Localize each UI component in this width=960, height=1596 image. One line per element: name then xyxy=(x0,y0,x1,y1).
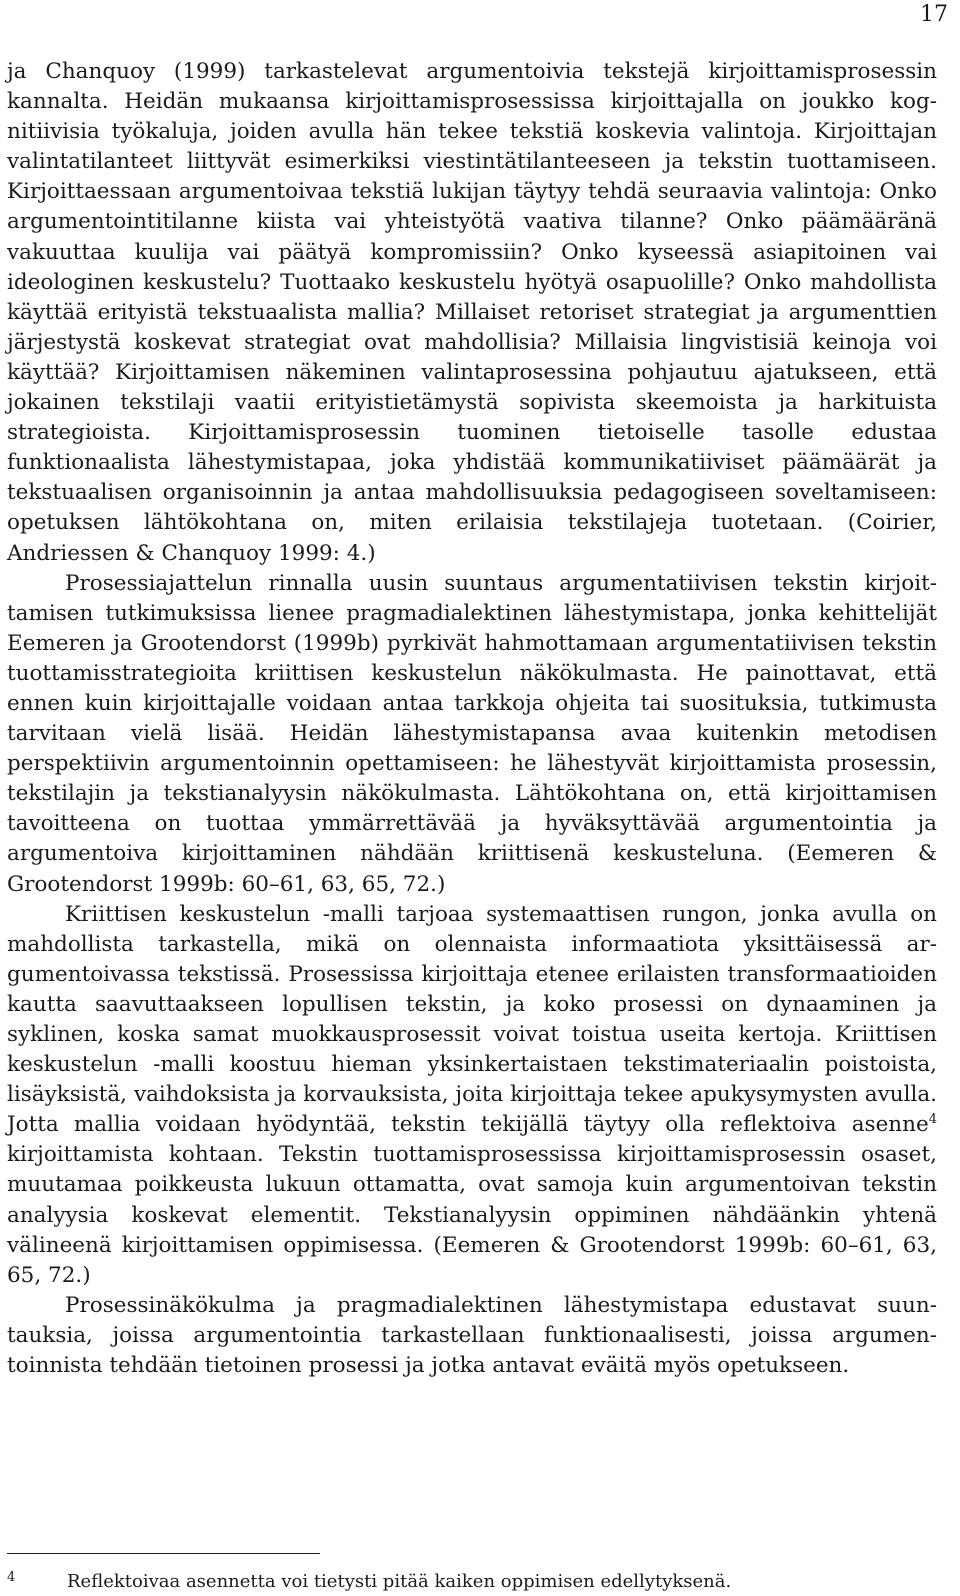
paragraph-3-text-start: Kriittisen keskustelun -malli tarjoaa systemaattisen rungon, jonka avulla on mahdollista tarkastella, mikä on olennaista informaatiota yksittäisessä argumentoivassa tekstissä. Prosessissa kirjoittaja etenee erilaisten transformaatioiden kautta saavuttaakseen lopullisen tekstin, ja koko prosessi on dynaaminen ja syklinen, koska samat muokkausprosessit voivat toistua useita kertoja. Kriittisen keskustelun -malli koostuu hieman yksinkertaistaen tekstimateriaalin poistoista, lisäyksistä, vaihdoksista ja korvauksista, joita kirjoittaja tekee apukysymysten avulla. Jotta mallia voidaan hyödyntää, tekstin tekijällä täytyy olla reflektoiva asenne xyxy=(7,901,937,1138)
footnote-text: Reflektoivaa asennetta voi tietysti pitää kaiken oppimisen edellytyksenä. xyxy=(67,1571,732,1592)
footnote xyxy=(7,1566,937,1594)
paragraph-3-text-end: kirjoittamista kohtaan. Tekstin tuottamisprosessissa kirjoittamisprosessin osaset, muutamaa poikkeusta lukuun ottamatta, ovat samoja kuin argumentoivan tekstin analyysia koskevat elementit. Tekstianalyysin oppiminen nähdäänkin yhtenä välineenä kirjoittamisen oppimisessa. (Eemeren & Grootendorst 1999b: 60–61, 63, 65, 72.) xyxy=(7,1142,937,1288)
footnote-number: 4 xyxy=(7,1570,16,1585)
page-number: 17 xyxy=(920,2,948,27)
paragraph-1: ja Chanquoy (1999) tarkastelevat argumentoivia tekstejä kirjoittamisprosessin kannalta. Heidän mukaansa kirjoittamisprosessissa kirjoittajalla on joukko kognitiivisia työkaluja, joiden avulla hän tekee tekstiä koskevia valintoja. Kirjoittajan valintatilanteet liittyvät esimerkiksi viestintätilanteeseen ja tekstin tuottamiseen. Kirjoittaessaan argumentoivaa tekstiä lukijan täytyy tehdä seuraavia valintoja: Onko argumentointitilanne kiista vai yhteistyötä vaativa tilanne? Onko päämääränä vakuuttaa kuulija vai päätyä kompromissiin? Onko kyseessä asiapitoinen vai ideologinen keskustelu? Tuottaako keskustelu hyötyä osapuolille? Onko mahdollista käyttää erityistä tekstuaalista mallia? Millaiset retoriset strategiat ja argumenttien järjestystä koskevat strategiat ovat mahdollisia? Millaisia lingvistisiä keinoja voi käyttää? Kirjoittamisen näkeminen valintaprosessina pohjautuu ajatukseen, että jokainen tekstilaji vaatii erityistietämystä sopivista skeemoista ja harkituista strategioista. Kirjoittamisprosessin tuominen tietoiselle tasolle edustaa funktionaalista lähestymistapaa, joka yhdistää kommunikatiiviset päämäärät ja tekstuaalisen organisoinnin ja antaa mahdollisuuksia pedagogiseen soveltamiseen: opetuksen lähtökohtana on, miten erilaisia tekstilajeja tuotetaan. (Coirier, Andriessen & Chanquoy 1999: 4.) xyxy=(7,59,937,566)
footnote-reference: 4 xyxy=(928,1112,937,1128)
paragraph-3 xyxy=(7,900,937,1291)
paragraph-2: Prosessiajattelun rinnalla uusin suuntaus argumentatiivisen tekstin kirjoittamisen tutkimuksissa lienee pragmadialektinen lähestymistapa, jonka kehittelijät Eemeren ja Grootendorst (1999b) pyrkivät hahmottamaan argumentatiivisen tekstin tuottamisstrategioita kriittisen keskustelun näkökulmasta. He painottavat, että ennen kuin kirjoittajalle voidaan antaa tarkkoja ohjeita tai suosituksia, tutkimusta tarvitaan vielä lisää. Heidän lähestymistapansa avaa kuitenkin metodisen perspektiivin argumentoinnin opettamiseen: he lähestyvät kirjoittamista prosessin, tekstilajin ja tekstianalyysin näkökulmasta. Lähtökohtana on, että kirjoittamisen tavoitteena on tuottaa ymmärrettävää ja hyväksyttävää argumentointia ja argumentoiva kirjoittaminen nähdään kriittisenä keskusteluna. (Eemeren & Grootendorst 1999b: 60–61, 63, 65, 72.) xyxy=(7,570,937,897)
body-text xyxy=(7,57,937,1381)
paragraph-4: Prosessinäkökulma ja pragmadialektinen lähestymistapa edustavat suuntauksia, joissa argumentointia tarkastellaan funktionaalisesti, joissa argumentoinnista tehdään tietoinen prosessi ja jotka antavat eväitä myös opetukseen. xyxy=(7,1292,937,1379)
footnote-divider xyxy=(7,1553,320,1554)
